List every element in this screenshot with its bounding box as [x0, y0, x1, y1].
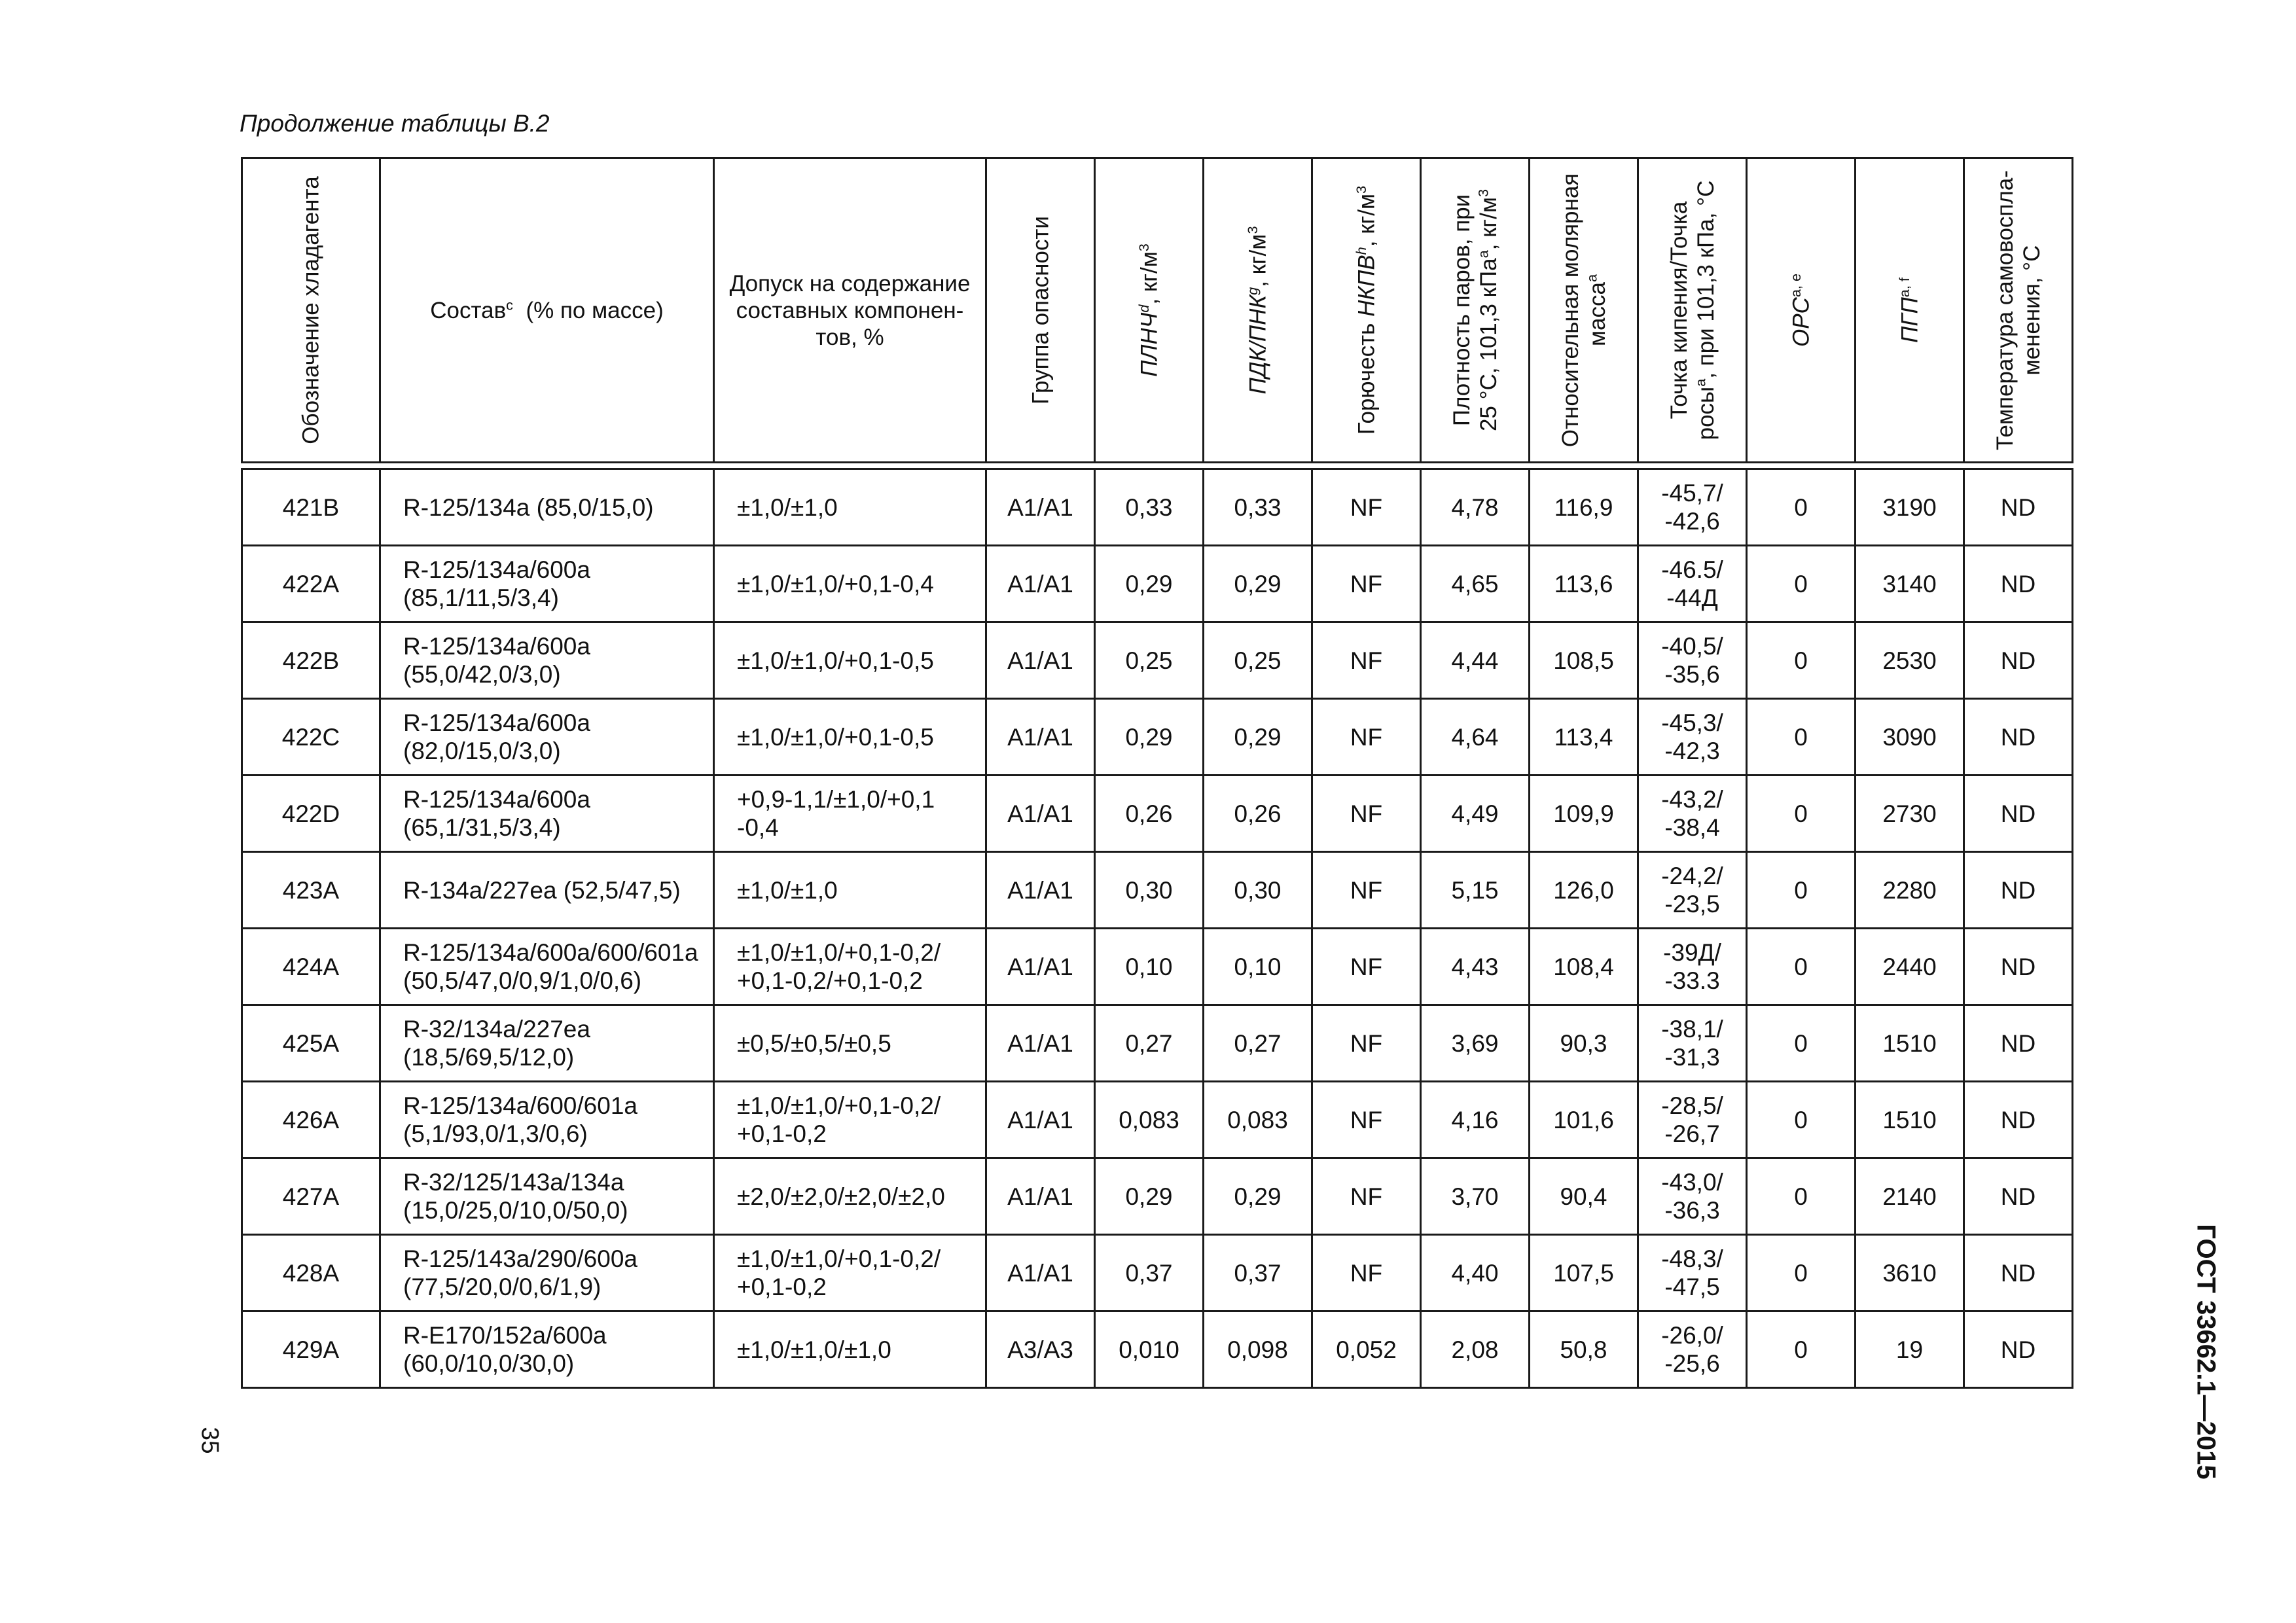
- cell-vapor-density: 4,40: [1421, 1235, 1530, 1311]
- cell-line: R-134a/227ea (52,5/47,5): [403, 876, 681, 904]
- cell-line: -45,3/: [1661, 709, 1723, 736]
- cell-line: -28,5/: [1661, 1092, 1723, 1119]
- cell-composition: [380, 1082, 714, 1158]
- cell-line: -26,7: [1664, 1120, 1720, 1147]
- cell-line: -33.3: [1664, 967, 1720, 994]
- cell-tolerance: [714, 1082, 986, 1158]
- cell-safety-group: A1/A1: [986, 469, 1095, 546]
- cell-molar-mass: 116,9: [1530, 469, 1638, 546]
- cell-flammability: NF: [1312, 469, 1421, 546]
- cell-line: -39Д/: [1663, 939, 1721, 966]
- cell-line: -36,3: [1664, 1197, 1720, 1224]
- cell-odp: 0: [1747, 1082, 1856, 1158]
- cell-flammability: 0,052: [1312, 1311, 1421, 1388]
- cell-odp: 0: [1747, 1005, 1856, 1082]
- table-row: [242, 546, 2073, 622]
- cell-pl: 0,29: [1095, 1158, 1204, 1235]
- cell-pl: 0,33: [1095, 469, 1204, 546]
- cell-molar-mass: 90,4: [1530, 1158, 1638, 1235]
- cell-flammability: NF: [1312, 1158, 1421, 1235]
- cell-odp: 0: [1747, 776, 1856, 852]
- cell-line: ±1,0/±1,0/+0,1-0,2/: [737, 1092, 941, 1119]
- header-row: [242, 158, 2073, 463]
- cell-tolerance: [714, 469, 986, 546]
- cell-line: (55,0/42,0/3,0): [403, 661, 561, 688]
- cell-odl: 0,33: [1204, 469, 1312, 546]
- cell-line: R-32/125/143a/134a: [403, 1169, 624, 1196]
- cell-vapor-density: 2,08: [1421, 1311, 1530, 1388]
- cell-boiling-point: [1638, 1082, 1747, 1158]
- cell-odl: 0,083: [1204, 1082, 1312, 1158]
- cell-safety-group: A1/A1: [986, 929, 1095, 1005]
- header-safety-group: Группа опасности: [986, 158, 1095, 463]
- cell-tolerance: [714, 1005, 986, 1082]
- cell-ait: ND: [1964, 852, 2073, 929]
- cell-line: ±1,0/±1,0/+0,1-0,5: [737, 647, 934, 674]
- cell-safety-group: A1/A1: [986, 776, 1095, 852]
- header-molar-mass: Относительная молярная масса$^a$: [1530, 158, 1638, 463]
- cell-boiling-point: [1638, 699, 1747, 776]
- cell-odp: 0: [1747, 699, 1856, 776]
- cell-line: +0,9-1,1/±1,0/+0,1: [737, 786, 935, 813]
- cell-safety-group: A1/A1: [986, 546, 1095, 622]
- cell-tolerance: [714, 699, 986, 776]
- cell-odp: 0: [1747, 1311, 1856, 1388]
- cell-odl: 0,27: [1204, 1005, 1312, 1082]
- cell-gwp: 3610: [1856, 1235, 1964, 1311]
- cell-tolerance: [714, 852, 986, 929]
- cell-gwp: 3190: [1856, 469, 1964, 546]
- cell-safety-group: A1/A1: [986, 1082, 1095, 1158]
- cell-pl: 0,26: [1095, 776, 1204, 852]
- cell-composition: [380, 929, 714, 1005]
- cell-safety-group: A1/A1: [986, 1005, 1095, 1082]
- cell-ait: ND: [1964, 776, 2073, 852]
- cell-pl: 0,30: [1095, 852, 1204, 929]
- cell-line: R-125/143a/290/600a: [403, 1245, 637, 1272]
- cell-tolerance: [714, 1235, 986, 1311]
- cell-line: -44Д: [1666, 584, 1718, 611]
- cell-line: (60,0/10,0/30,0): [403, 1350, 575, 1377]
- page-number: 35: [196, 1427, 224, 1454]
- cell-ait: ND: [1964, 1082, 2073, 1158]
- cell-odl: 0,37: [1204, 1235, 1312, 1311]
- header-separator: [242, 463, 2073, 469]
- cell-odl: 0,30: [1204, 852, 1312, 929]
- cell-composition: [380, 699, 714, 776]
- cell-gwp: 1510: [1856, 1005, 1964, 1082]
- refrigerant-table: [241, 157, 2073, 1389]
- cell-vapor-density: 4,43: [1421, 929, 1530, 1005]
- cell-composition: [380, 776, 714, 852]
- cell-safety-group: A1/A1: [986, 622, 1095, 699]
- table-row: [242, 1158, 2073, 1235]
- cell-odl: 0,26: [1204, 776, 1312, 852]
- cell-boiling-point: [1638, 1311, 1747, 1388]
- cell-line: -23,5: [1664, 891, 1720, 918]
- cell-line: -0,4: [737, 814, 779, 841]
- cell-vapor-density: 4,49: [1421, 776, 1530, 852]
- cell-line: R-E170/152a/600a: [403, 1322, 607, 1349]
- cell-gwp: 2530: [1856, 622, 1964, 699]
- header-odl: ПДК/ПНК$^g$, $кг/м^3$: [1204, 158, 1312, 463]
- cell-boiling-point: [1638, 1158, 1747, 1235]
- cell-line: ±1,0/±1,0/±1,0: [737, 1336, 891, 1363]
- cell-flammability: NF: [1312, 546, 1421, 622]
- cell-line: -35,6: [1664, 661, 1720, 688]
- cell-line: -46.5/: [1661, 556, 1723, 583]
- cell-tolerance: [714, 776, 986, 852]
- cell-line: (50,5/47,0/0,9/1,0/0,6): [403, 967, 642, 994]
- cell-gwp: 2730: [1856, 776, 1964, 852]
- cell-line: -25,6: [1664, 1350, 1720, 1377]
- cell-designation: 429A: [242, 1311, 380, 1388]
- cell-line: R-125/134a/600/601a: [403, 1092, 637, 1119]
- table-row: [242, 622, 2073, 699]
- cell-tolerance: [714, 622, 986, 699]
- table-row: [242, 1235, 2073, 1311]
- cell-boiling-point: [1638, 776, 1747, 852]
- cell-line: (85,1/11,5/3,4): [403, 584, 559, 611]
- cell-ait: ND: [1964, 699, 2073, 776]
- cell-composition: [380, 469, 714, 546]
- cell-flammability: NF: [1312, 929, 1421, 1005]
- cell-designation: 426A: [242, 1082, 380, 1158]
- cell-boiling-point: [1638, 546, 1747, 622]
- cell-boiling-point: [1638, 929, 1747, 1005]
- cell-molar-mass: 113,6: [1530, 546, 1638, 622]
- cell-flammability: NF: [1312, 699, 1421, 776]
- cell-line: ±1,0/±1,0/+0,1-0,4: [737, 570, 934, 597]
- cell-gwp: 2280: [1856, 852, 1964, 929]
- cell-odl: 0,098: [1204, 1311, 1312, 1388]
- cell-pl: 0,25: [1095, 622, 1204, 699]
- header-flammability: Горючесть НКПВ$^h$, $кг/м^3$: [1312, 158, 1421, 463]
- cell-molar-mass: 109,9: [1530, 776, 1638, 852]
- cell-pl: 0,29: [1095, 546, 1204, 622]
- cell-odp: 0: [1747, 1158, 1856, 1235]
- cell-line: -48,3/: [1661, 1245, 1723, 1272]
- cell-pl: 0,083: [1095, 1082, 1204, 1158]
- cell-molar-mass: 101,6: [1530, 1082, 1638, 1158]
- header-pl: ПЛНЧ$^d$, $кг/м^3$: [1095, 158, 1204, 463]
- cell-odl: 0,29: [1204, 546, 1312, 622]
- cell-line: (5,1/93,0/1,3/0,6): [403, 1120, 588, 1147]
- cell-pl: 0,27: [1095, 1005, 1204, 1082]
- cell-line: +0,1-0,2/+0,1-0,2: [737, 967, 923, 994]
- cell-line: (77,5/20,0/0,6/1,9): [403, 1274, 601, 1300]
- cell-gwp: 1510: [1856, 1082, 1964, 1158]
- cell-line: -42,6: [1664, 508, 1720, 535]
- cell-flammability: NF: [1312, 852, 1421, 929]
- cell-gwp: 3140: [1856, 546, 1964, 622]
- cell-gwp: 19: [1856, 1311, 1964, 1388]
- cell-flammability: NF: [1312, 622, 1421, 699]
- cell-molar-mass: 90,3: [1530, 1005, 1638, 1082]
- cell-tolerance: [714, 929, 986, 1005]
- cell-designation: 423A: [242, 852, 380, 929]
- cell-designation: 422D: [242, 776, 380, 852]
- cell-ait: ND: [1964, 1158, 2073, 1235]
- cell-safety-group: A1/A1: [986, 1158, 1095, 1235]
- cell-line: R-125/134a (85,0/15,0): [403, 493, 654, 521]
- cell-ait: ND: [1964, 622, 2073, 699]
- cell-vapor-density: 4,64: [1421, 699, 1530, 776]
- cell-composition: [380, 1311, 714, 1388]
- cell-odp: 0: [1747, 929, 1856, 1005]
- cell-molar-mass: 113,4: [1530, 699, 1638, 776]
- cell-gwp: 2140: [1856, 1158, 1964, 1235]
- cell-line: (15,0/25,0/10,0/50,0): [403, 1197, 628, 1224]
- cell-safety-group: A3/A3: [986, 1311, 1095, 1388]
- cell-line: -38,1/: [1661, 1016, 1723, 1043]
- cell-line: -47,5: [1664, 1274, 1720, 1300]
- cell-odp: 0: [1747, 622, 1856, 699]
- cell-line: R-32/134a/227ea: [403, 1016, 590, 1043]
- cell-composition: [380, 622, 714, 699]
- cell-line: +0,1-0,2: [737, 1120, 827, 1147]
- cell-ait: ND: [1964, 546, 2073, 622]
- cell-odp: 0: [1747, 852, 1856, 929]
- cell-boiling-point: [1638, 1005, 1747, 1082]
- cell-designation: 421B: [242, 469, 380, 546]
- cell-line: ±2,0/±2,0/±2,0/±2,0: [737, 1183, 945, 1210]
- cell-line: R-125/134a/600a: [403, 556, 590, 583]
- cell-line: ±1,0/±1,0/+0,1-0,2/: [737, 939, 941, 966]
- table-row: [242, 1005, 2073, 1082]
- header-designation: Обозначение хладагента: [242, 158, 380, 463]
- cell-ait: ND: [1964, 469, 2073, 546]
- cell-flammability: NF: [1312, 1005, 1421, 1082]
- cell-vapor-density: 4,16: [1421, 1082, 1530, 1158]
- cell-line: R-125/134a/600a/600/601a: [403, 939, 698, 966]
- cell-designation: 422C: [242, 699, 380, 776]
- header-autoignition: Температура самовоспла-менения, °С: [1964, 158, 2073, 463]
- cell-molar-mass: 108,5: [1530, 622, 1638, 699]
- cell-boiling-point: [1638, 1235, 1747, 1311]
- cell-designation: 422A: [242, 546, 380, 622]
- cell-safety-group: A1/A1: [986, 852, 1095, 929]
- cell-vapor-density: 4,44: [1421, 622, 1530, 699]
- cell-pl: 0,37: [1095, 1235, 1204, 1311]
- cell-gwp: 3090: [1856, 699, 1964, 776]
- cell-line: R-125/134a/600a: [403, 633, 590, 660]
- cell-line: R-125/134a/600a: [403, 709, 590, 736]
- cell-line: -26,0/: [1661, 1322, 1723, 1349]
- table-row: [242, 929, 2073, 1005]
- cell-vapor-density: 3,70: [1421, 1158, 1530, 1235]
- cell-odp: 0: [1747, 469, 1856, 546]
- cell-safety-group: A1/A1: [986, 699, 1095, 776]
- cell-ait: ND: [1964, 1311, 2073, 1388]
- cell-pl: 0,29: [1095, 699, 1204, 776]
- cell-gwp: 2440: [1856, 929, 1964, 1005]
- cell-line: -40,5/: [1661, 633, 1723, 660]
- cell-line: R-125/134a/600a: [403, 786, 590, 813]
- header-tolerance: Допуск на содержание составных компонен-тов, %: [714, 158, 986, 463]
- cell-odl: 0,10: [1204, 929, 1312, 1005]
- cell-odp: 0: [1747, 546, 1856, 622]
- cell-composition: [380, 1158, 714, 1235]
- cell-line: -43,0/: [1661, 1169, 1723, 1196]
- table-row: [242, 469, 2073, 546]
- cell-designation: 427A: [242, 1158, 380, 1235]
- cell-vapor-density: 5,15: [1421, 852, 1530, 929]
- cell-designation: 428A: [242, 1235, 380, 1311]
- table-row: [242, 852, 2073, 929]
- cell-line: ±1,0/±1,0: [737, 876, 838, 904]
- cell-odl: 0,29: [1204, 699, 1312, 776]
- cell-safety-group: A1/A1: [986, 1235, 1095, 1311]
- cell-flammability: NF: [1312, 1082, 1421, 1158]
- header-composition: Состав$^c$ (% по массе): [380, 158, 714, 463]
- header-odp: ОРС$^{a, e}$: [1747, 158, 1856, 463]
- cell-line: -43,2/: [1661, 786, 1723, 813]
- cell-boiling-point: [1638, 852, 1747, 929]
- cell-composition: [380, 546, 714, 622]
- cell-line: +0,1-0,2: [737, 1274, 827, 1300]
- cell-boiling-point: [1638, 622, 1747, 699]
- header-boiling-point: Точка кипения/Точка росы$^a$, при 101,3 кПа, °С: [1638, 158, 1747, 463]
- cell-line: ±1,0/±1,0: [737, 493, 838, 521]
- cell-designation: 422B: [242, 622, 380, 699]
- cell-molar-mass: 108,4: [1530, 929, 1638, 1005]
- cell-molar-mass: 50,8: [1530, 1311, 1638, 1388]
- cell-ait: ND: [1964, 1005, 2073, 1082]
- header-vapor-density: Плотность паров, при 25 °С, 101,3 кПа$^a$, $кг/м^3$: [1421, 158, 1530, 463]
- cell-line: (65,1/31,5/3,4): [403, 814, 561, 841]
- cell-designation: 425A: [242, 1005, 380, 1082]
- table-row: [242, 1311, 2073, 1388]
- cell-molar-mass: 126,0: [1530, 852, 1638, 929]
- cell-molar-mass: 107,5: [1530, 1235, 1638, 1311]
- document-code: ГОСТ 33662.1—2015: [2191, 1224, 2221, 1480]
- table-row: [242, 776, 2073, 852]
- cell-line: ±0,5/±0,5/±0,5: [737, 1029, 891, 1057]
- cell-vapor-density: 4,65: [1421, 546, 1530, 622]
- table-row: [242, 699, 2073, 776]
- cell-designation: 424A: [242, 929, 380, 1005]
- table-caption: Продолжение таблицы В.2: [240, 110, 550, 137]
- cell-pl: 0,10: [1095, 929, 1204, 1005]
- cell-line: -42,3: [1664, 738, 1720, 764]
- cell-tolerance: [714, 546, 986, 622]
- cell-tolerance: [714, 1158, 986, 1235]
- cell-line: ±1,0/±1,0/+0,1-0,2/: [737, 1245, 941, 1272]
- cell-vapor-density: 4,78: [1421, 469, 1530, 546]
- cell-odl: 0,29: [1204, 1158, 1312, 1235]
- cell-ait: ND: [1964, 929, 2073, 1005]
- header-gwp: ПГП$^{a, f}$: [1856, 158, 1964, 463]
- cell-line: (82,0/15,0/3,0): [403, 738, 561, 764]
- cell-composition: [380, 1235, 714, 1311]
- cell-tolerance: [714, 1311, 986, 1388]
- cell-odp: 0: [1747, 1235, 1856, 1311]
- cell-boiling-point: [1638, 469, 1747, 546]
- cell-line: (18,5/69,5/12,0): [403, 1044, 575, 1071]
- cell-line: -45,7/: [1661, 480, 1723, 507]
- cell-line: -38,4: [1664, 814, 1720, 841]
- cell-flammability: NF: [1312, 776, 1421, 852]
- cell-flammability: NF: [1312, 1235, 1421, 1311]
- cell-line: ±1,0/±1,0/+0,1-0,5: [737, 723, 934, 751]
- cell-pl: 0,010: [1095, 1311, 1204, 1388]
- cell-ait: ND: [1964, 1235, 2073, 1311]
- cell-line: -31,3: [1664, 1044, 1720, 1071]
- cell-composition: [380, 852, 714, 929]
- table-row: [242, 1082, 2073, 1158]
- cell-composition: [380, 1005, 714, 1082]
- cell-line: -24,2/: [1661, 863, 1723, 889]
- cell-vapor-density: 3,69: [1421, 1005, 1530, 1082]
- cell-odl: 0,25: [1204, 622, 1312, 699]
